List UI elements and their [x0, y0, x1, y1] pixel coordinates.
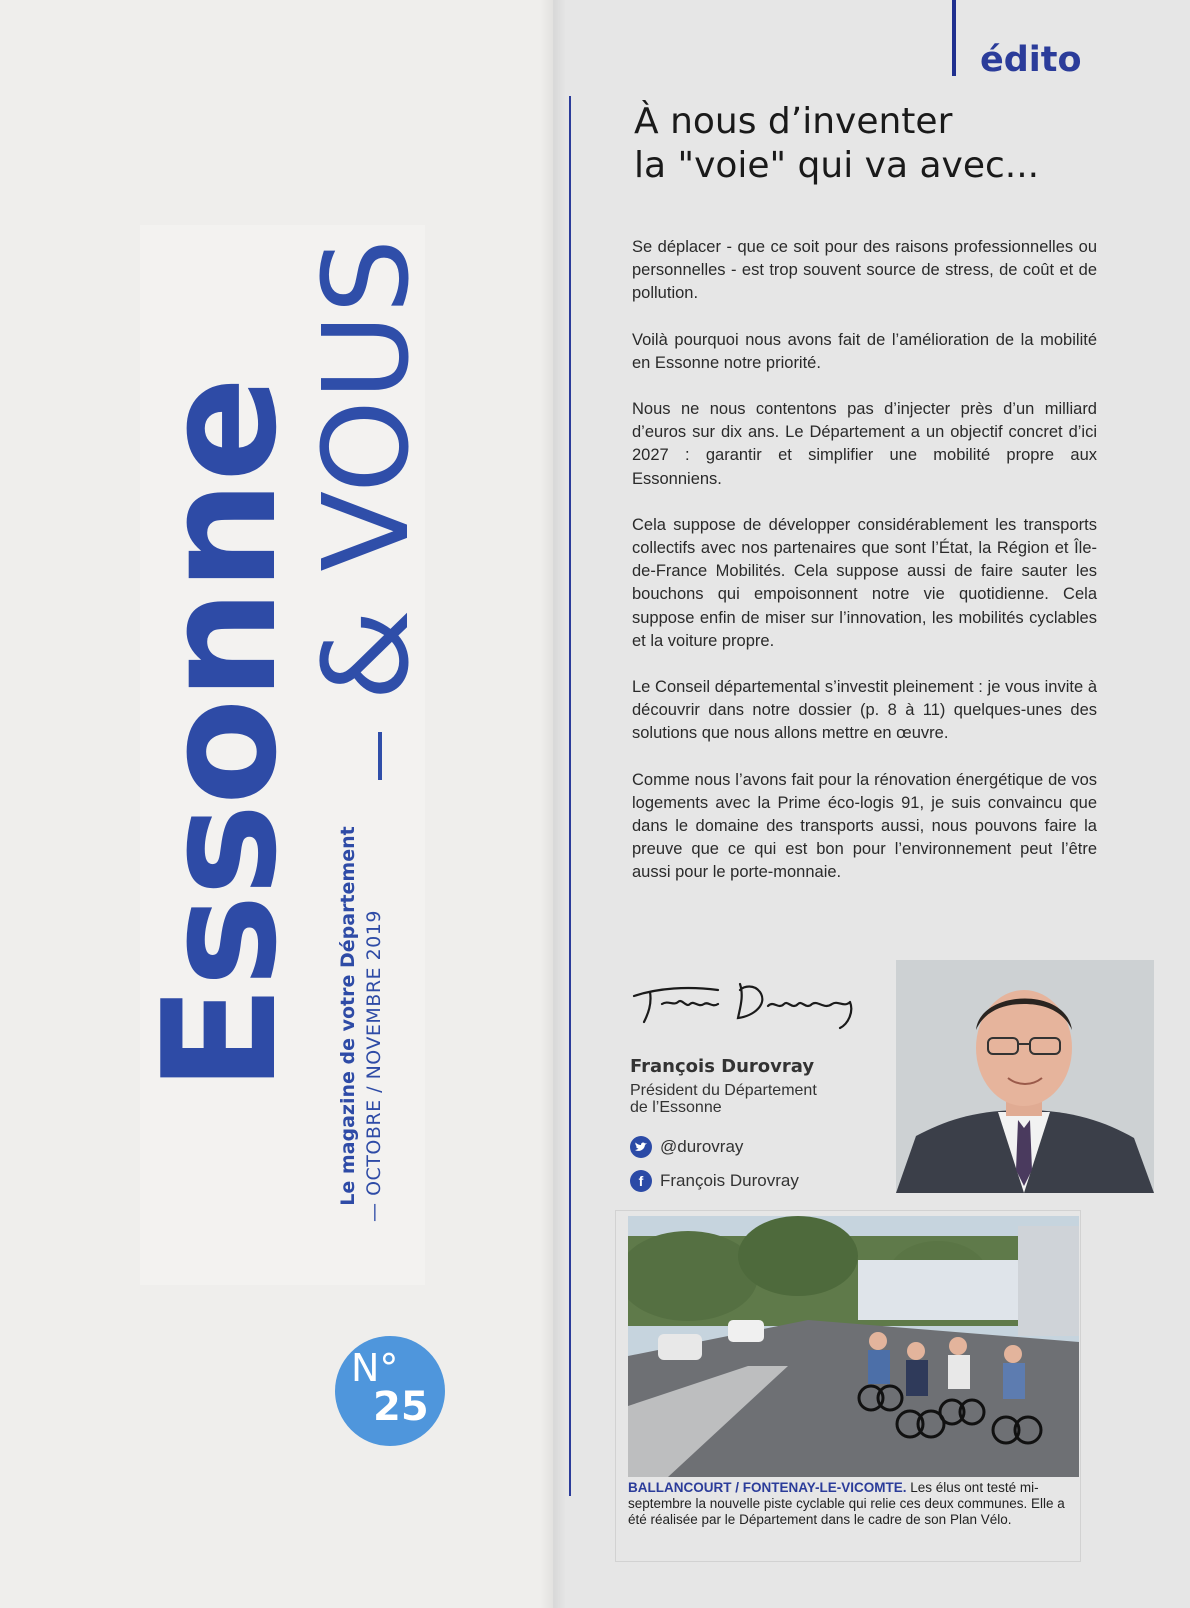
- caption-location: BALLANCOURT / FONTENAY-LE-VICOMTE.: [628, 1480, 907, 1495]
- facebook-text: François Durovray: [660, 1171, 799, 1190]
- cycling-photo: [628, 1216, 1079, 1477]
- page-title: [634, 100, 1154, 188]
- paragraph: Nous ne nous contentons pas d’injecter près d’un milliard d’euros sur dix ans. Le Département a un objectif concret d’ici 2027 : garantir et simplifier une mobilité propre aux Essonniens.: [632, 400, 1097, 488]
- signer-role-line-1: Président du Département: [630, 1082, 817, 1099]
- facebook-icon: f: [630, 1170, 652, 1192]
- masthead-tagline: Le magazine de votre Département: [337, 826, 359, 1206]
- masthead-subtitle: & VOUS: [297, 238, 435, 702]
- twitter-text: @durovray: [660, 1137, 744, 1156]
- twitter-icon: [630, 1136, 652, 1158]
- section-label: édito: [980, 40, 1082, 80]
- portrait-photo: [896, 960, 1154, 1193]
- issue-badge: [335, 1336, 445, 1446]
- paragraph: Comme nous l’avons fait pour la rénovation énergétique de vos logements avec la Prime éco-logis 91, je suis convaincu que dans le domaine des transports aussi, nous pouvons faire la preuve que ce qui est bon pour l’environnement peut l’être aussi pour le porte-monnaie.: [632, 770, 1097, 882]
- column-rule: [569, 96, 571, 1496]
- facebook-link[interactable]: [630, 1168, 799, 1194]
- paragraph: Se déplacer - que ce soit pour des raisons professionnelles ou personnelles - est trop souvent source de stress, de coût et de pollution.: [632, 238, 1097, 303]
- signer-role-line-2: de l’Essonne: [630, 1099, 722, 1116]
- issue-number: 25: [373, 1384, 429, 1430]
- masthead-date: — OCTOBRE / NOVEMBRE 2019: [363, 910, 385, 1222]
- paragraph: Cela suppose de développer considérablement les transports collectifs avec nos partenaires que sont l’État, la Région et Île-de-France Mobilités. Cela suppose aussi de faire sauter les bouchons qui empoisonnent notre vie quotidienne. Cela suppose enfin de miser sur l’innovation, les mobilités cyclables et la voiture propre.: [632, 515, 1097, 650]
- signature-image: [628, 974, 868, 1030]
- paragraph: Le Conseil départemental s’investit pleinement : je vous invite à découvrir dans notre dossier (p. 8 à 11) quelques-unes des solutions que nous allons mettre en œuvre.: [632, 678, 1097, 743]
- twitter-handle[interactable]: [630, 1134, 743, 1160]
- masthead-divider: [378, 732, 382, 780]
- page-gutter: [540, 0, 566, 1608]
- photo-caption: [628, 1480, 1079, 1528]
- signer-role: [630, 1082, 880, 1116]
- signer-name: François Durovray: [630, 1056, 815, 1077]
- paragraph: Voilà pourquoi nous avons fait de l’amélioration de la mobilité en Essonne notre priorité.: [632, 330, 1097, 372]
- title-line-2: la "voie" qui va avec...: [634, 145, 1040, 186]
- issue-prefix: N°: [351, 1346, 399, 1390]
- section-bar: [952, 0, 956, 76]
- caption-text: Les élus ont testé mi-septembre la nouvelle piste cyclable qui relie ces deux communes. Elle a été réalisée par le Département dans le cadre de son Plan Vélo.: [628, 1480, 1065, 1527]
- title-line-1: À nous d’inventer: [634, 101, 953, 142]
- article-body: [632, 236, 1097, 908]
- masthead-title: Essonne: [129, 378, 311, 1092]
